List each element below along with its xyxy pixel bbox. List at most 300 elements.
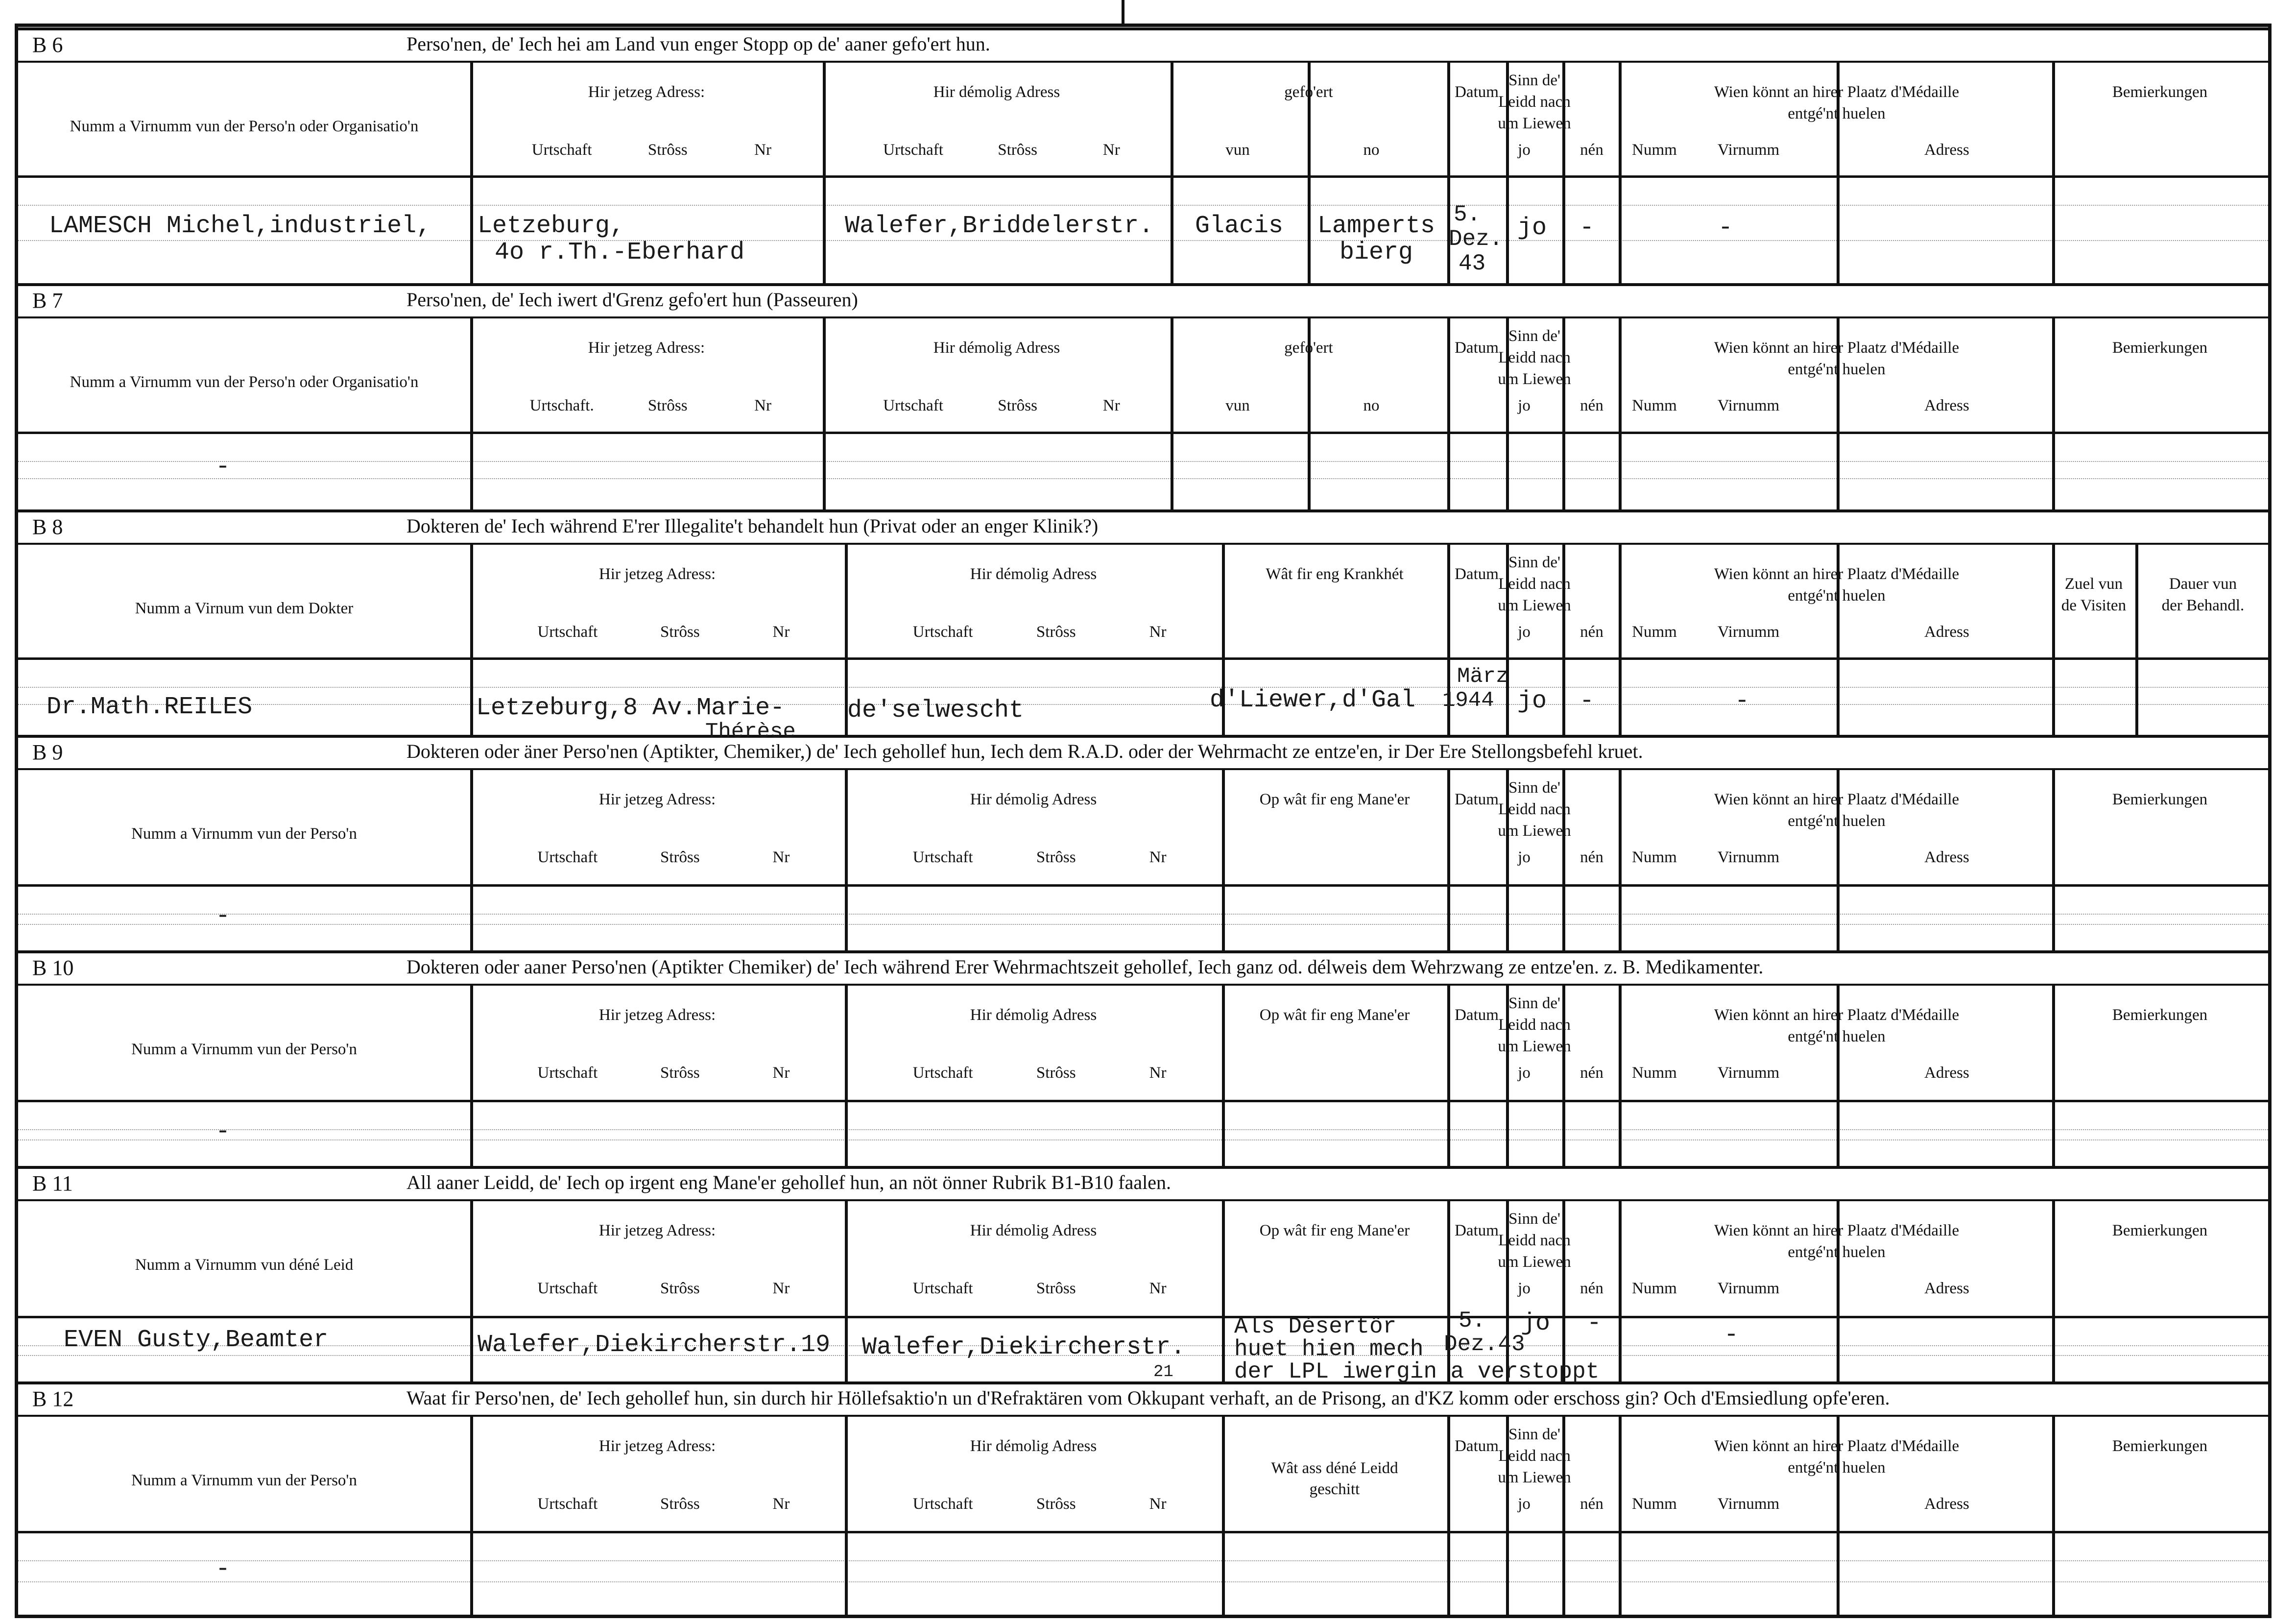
nr-label: Nr <box>772 1064 790 1082</box>
datum-header: Datum <box>1455 1222 1499 1239</box>
virnumm-label: Virnumm <box>1717 397 1780 414</box>
rule-line <box>1222 984 1225 1166</box>
nen-label: nén <box>1580 623 1603 641</box>
nr-label: Nr <box>1149 848 1167 866</box>
rule-line <box>18 1100 2268 1102</box>
rule-line <box>18 1316 2268 1318</box>
adress-label: Adress <box>1924 848 1969 866</box>
rule-line <box>18 735 2268 738</box>
entry-illness: d'Liewer,d'Gal <box>1210 686 1416 714</box>
rule-line <box>470 984 473 1166</box>
vun-label: vun <box>1225 141 1250 159</box>
entry-moved-from: Glacis <box>1195 212 1284 240</box>
nr-label: Nr <box>772 1495 790 1513</box>
stross-label: Strôss <box>1036 1280 1076 1297</box>
jo-label: jo <box>1518 1280 1531 1297</box>
numm-label: Numm <box>1632 397 1677 414</box>
medaille-header-1: Wien könnt an hirer Plaatz d'Médaille <box>1714 1222 1960 1239</box>
former-address-header: Hir démolig Adress <box>970 1437 1097 1455</box>
sinn-header-1: Sinn de' <box>1508 994 1560 1012</box>
current-address-header: Hir jetzeg Adress: <box>598 565 716 583</box>
sinn-header-1: Sinn de' <box>1508 1210 1560 1228</box>
remarks-header: Bemierkungen <box>2112 1437 2208 1455</box>
jo-label: jo <box>1518 623 1531 641</box>
sinn-header-3: um Liewen <box>1498 1038 1571 1055</box>
rule-line <box>1222 1415 1225 1615</box>
datum-header: Datum <box>1455 1006 1499 1024</box>
entry-how-2: huet hien mech <box>1234 1336 1424 1362</box>
gefoert-header: gefo'ert <box>1284 83 1333 101</box>
rule-line <box>470 543 473 735</box>
adress-label: Adress <box>1924 623 1969 641</box>
rule-line <box>2052 543 2055 735</box>
sinn-header-1: Sinn de' <box>1508 327 1560 345</box>
rule-line <box>845 984 848 1166</box>
nr-label: Nr <box>754 141 772 159</box>
dotted-guide-line <box>18 1560 2268 1561</box>
rule-line <box>1562 1068 1564 1166</box>
rule-line <box>18 884 2268 887</box>
how-header: Op wât fir eng Mane'er <box>1259 1222 1410 1239</box>
section-title: Dokteren oder aaner Perso'nen (Aptikter Chemiker) de' Iech während Erer Wehrmachtszeit gehollef, Iech ganz od. délweis dem Wehrzwang ze entze'en. z. B. Medikamenter. <box>407 956 1764 978</box>
rule-line <box>1562 401 1564 509</box>
remarks-header: Bemierkungen <box>2112 1006 2208 1024</box>
sinn-header-3: um Liewen <box>1498 115 1571 132</box>
jo-label: jo <box>1518 141 1531 159</box>
nen-label: nén <box>1580 1064 1603 1082</box>
nen-label: nén <box>1580 141 1603 159</box>
rule-line <box>2052 61 2055 283</box>
urtschaft-label: Urtschaft. <box>529 397 594 414</box>
section-title: Dokteren de' Iech während E'rer Illegalite't behandelt hun (Privat oder an enger Klinik?) <box>407 515 1099 537</box>
adress-label: Adress <box>1924 397 1969 414</box>
name-column-header: Numm a Virnum vun dem Dokter <box>135 600 354 617</box>
rule-line <box>18 950 2268 953</box>
rule-line <box>1837 627 1838 735</box>
nen-label: nén <box>1580 1495 1603 1513</box>
entry-moved-to-2: bierg <box>1339 239 1413 266</box>
entry-date-year: 43 <box>1459 251 1486 276</box>
name-column-header: Numm a Virnumm vun der Perso'n <box>131 1472 357 1489</box>
rule-line <box>18 175 2268 178</box>
visits-header-1: Zuel vun <box>2064 575 2123 593</box>
former-address-header: Hir démolig Adress <box>970 791 1097 808</box>
medaille-header-2: entgé'nt huelen <box>1788 361 1886 378</box>
entry-former-address: de'selwescht <box>847 697 1024 725</box>
entry-current-address-2: 4o r.Th.-Eberhard <box>495 239 745 266</box>
nr-label: Nr <box>754 397 772 414</box>
urtschaft-label: Urtschaft <box>537 623 598 641</box>
rule-line <box>18 984 2268 986</box>
rule-line <box>1308 133 1309 283</box>
virnumm-label: Virnumm <box>1717 1495 1780 1513</box>
urtschaft-label: Urtschaft <box>912 1064 973 1082</box>
rule-line <box>1447 984 1450 1166</box>
datum-header: Datum <box>1455 83 1499 101</box>
rule-line <box>1222 1199 1225 1381</box>
how-header: Op wât fir eng Mane'er <box>1259 791 1410 808</box>
entry-name: - <box>215 902 231 930</box>
rule-line <box>18 27 2268 30</box>
rule-line <box>1447 768 1450 950</box>
section-id: B 12 <box>32 1387 74 1411</box>
section-id: B 11 <box>32 1171 73 1195</box>
stross-label: Strôss <box>647 397 688 414</box>
nr-label: Nr <box>1149 1280 1167 1297</box>
dotted-guide-line <box>18 478 2268 479</box>
numm-label: Numm <box>1632 1495 1677 1513</box>
entry-current-address: Walefer,Diekircherstr.19 <box>478 1331 831 1359</box>
rule-line <box>18 657 2268 660</box>
adress-label: Adress <box>1924 1280 1969 1297</box>
current-address-header: Hir jetzeg Adress: <box>598 1437 716 1455</box>
rule-line <box>2052 316 2055 509</box>
virnumm-label: Virnumm <box>1717 141 1780 159</box>
rule-line <box>18 283 2268 286</box>
vun-label: vun <box>1225 397 1250 414</box>
nr-label: Nr <box>772 848 790 866</box>
entry-medaille: - <box>1718 214 1733 242</box>
rule-line <box>18 1531 2268 1533</box>
rule-line <box>845 768 848 950</box>
former-address-header: Hir démolig Adress <box>970 565 1097 583</box>
rule-line <box>1562 145 1564 283</box>
medaille-header-1: Wien könnt an hirer Plaatz d'Médaille <box>1714 791 1960 808</box>
rule-line <box>1837 852 1838 950</box>
nr-label: Nr <box>1102 141 1120 159</box>
datum-header: Datum <box>1455 565 1499 583</box>
what-happened-header: Wât ass déné Leidd <box>1271 1459 1398 1477</box>
medaille-header-2: entgé'nt huelen <box>1788 587 1886 605</box>
nr-label: Nr <box>772 1280 790 1297</box>
rule-line <box>1837 145 1838 283</box>
sinn-header-2: Leidd nach <box>1498 93 1571 111</box>
rule-line <box>2052 1199 2055 1381</box>
numm-label: Numm <box>1632 141 1677 159</box>
former-address-header: Hir démolig Adress <box>970 1222 1097 1239</box>
sinn-header-3: um Liewen <box>1498 1253 1571 1271</box>
dotted-guide-line <box>18 461 2268 462</box>
entry-name: - <box>215 453 231 481</box>
medaille-header-1: Wien könnt an hirer Plaatz d'Médaille <box>1714 339 1960 357</box>
name-column-header: Numm a Virnumm vun der Perso'n oder Organisatio'n <box>70 373 419 391</box>
remarks-header: Bemierkungen <box>2112 339 2208 357</box>
rule-line <box>18 1381 2268 1384</box>
current-address-header: Hir jetzeg Adress: <box>598 1006 716 1024</box>
entry-how-3: der LPL iwergin a verstoppt <box>1234 1359 1600 1384</box>
dotted-guide-line <box>18 924 2268 925</box>
section-id: B 10 <box>32 956 74 980</box>
stross-label: Strôss <box>660 1064 700 1082</box>
section-title: Perso'nen, de' Iech hei am Land vun enger Stopp op de' aaner gefo'ert hun. <box>407 33 990 55</box>
registration-form-sheet <box>15 24 2272 1618</box>
rule-line <box>1447 1415 1450 1615</box>
medaille-header-1: Wien könnt an hirer Plaatz d'Médaille <box>1714 1437 1960 1455</box>
urtschaft-label: Urtschaft <box>912 848 973 866</box>
dotted-guide-line <box>18 1139 2268 1140</box>
section-title: Dokteren oder äner Perso'nen (Aptikter, Chemiker,) de' Iech gehollef hun, Iech dem R.A.D. oder der Wehrmacht ze entze'en, ir Der Ere Stellongsbefehl kruet. <box>407 740 1643 762</box>
rule-line <box>1837 1068 1838 1166</box>
rule-line <box>1562 1499 1564 1615</box>
rule-line <box>18 768 2268 770</box>
entry-name: - <box>215 1555 231 1583</box>
entry-medaille: - <box>1735 687 1750 715</box>
rule-line <box>1837 1284 1838 1381</box>
jo-label: jo <box>1518 1064 1531 1082</box>
rule-line <box>1171 61 1173 283</box>
rule-line <box>18 316 2268 318</box>
medaille-header-1: Wien könnt an hirer Plaatz d'Médaille <box>1714 565 1960 583</box>
section-id: B 7 <box>32 289 63 313</box>
nr-label: Nr <box>772 623 790 641</box>
rule-line <box>1619 1415 1622 1615</box>
stross-label: Strôss <box>1036 1064 1076 1082</box>
rule-line <box>18 1199 2268 1201</box>
urtschaft-label: Urtschaft <box>537 1064 598 1082</box>
former-address-header: Hir démolig Adress <box>933 83 1060 101</box>
sinn-header-3: um Liewen <box>1498 370 1571 388</box>
page-tick-mark <box>1122 0 1124 24</box>
jo-label: jo <box>1518 1495 1531 1513</box>
entry-current-address: Letzeburg, <box>478 212 625 240</box>
entry-current-address-2: Thérèse <box>705 720 796 744</box>
rule-line <box>18 543 2268 545</box>
gefoert-header: gefo'ert <box>1284 339 1333 357</box>
sinn-header-2: Leidd nach <box>1498 1232 1571 1249</box>
name-column-header: Numm a Virnumm vun der Perso'n <box>131 1041 357 1058</box>
entry-current-address: Letzeburg,8 Av.Marie- <box>476 694 785 722</box>
rule-line <box>823 61 826 283</box>
rule-line <box>470 61 473 283</box>
entry-name: LAMESCH Michel,industriel, <box>49 212 431 240</box>
dotted-guide-line <box>18 240 2268 241</box>
rule-line <box>18 432 2268 434</box>
urtschaft-label: Urtschaft <box>537 848 598 866</box>
entry-jo: jo <box>1521 1309 1551 1337</box>
urtschaft-label: Urtschaft <box>531 141 592 159</box>
rule-line <box>1619 316 1622 509</box>
rule-line <box>1619 768 1622 950</box>
visits-header-2: de Visiten <box>2061 597 2127 614</box>
stross-label: Strôss <box>660 1280 700 1297</box>
entry-date-month: Dez. <box>1449 226 1503 252</box>
sinn-header-1: Sinn de' <box>1508 779 1560 797</box>
stross-label: Strôss <box>1036 848 1076 866</box>
adress-label: Adress <box>1924 141 1969 159</box>
medaille-header-2: entgé'nt huelen <box>1788 1028 1886 1045</box>
rule-line <box>18 1615 2268 1618</box>
current-address-header: Hir jetzeg Adress: <box>598 791 716 808</box>
how-header: Op wât fir eng Mane'er <box>1259 1006 1410 1024</box>
entry-former-address: Walefer,Briddelerstr. <box>845 212 1154 240</box>
former-address-header: Hir démolig Adress <box>933 339 1060 357</box>
rule-line <box>1562 627 1564 735</box>
stross-label: Strôss <box>1036 623 1076 641</box>
name-column-header: Numm a Virnumm vun der Perso'n oder Organisatio'n <box>70 118 419 135</box>
medaille-header-1: Wien könnt an hirer Plaatz d'Médaille <box>1714 1006 1960 1024</box>
nr-label: Nr <box>1149 1495 1167 1513</box>
urtschaft-label: Urtschaft <box>537 1495 598 1513</box>
what-happened-header-2: geschitt <box>1309 1480 1360 1498</box>
rule-line <box>1837 401 1838 509</box>
rule-line <box>1447 316 1450 509</box>
name-column-header: Numm a Virnumm vun der Perso'n <box>131 825 357 843</box>
section-id: B 6 <box>32 33 63 57</box>
rule-line <box>845 1199 848 1381</box>
rule-line <box>1837 1499 1838 1615</box>
nr-label: Nr <box>1149 1064 1167 1082</box>
section-id: B 9 <box>32 740 63 764</box>
dotted-guide-line <box>18 1129 2268 1130</box>
virnumm-label: Virnumm <box>1717 623 1780 641</box>
remarks-header: Bemierkungen <box>2112 1222 2208 1239</box>
entry-moved-to: Lamperts <box>1317 212 1435 240</box>
no-label: no <box>1363 141 1380 159</box>
nen-label: nén <box>1580 397 1603 414</box>
dotted-guide-line <box>18 704 2268 705</box>
urtschaft-label: Urtschaft <box>912 1495 973 1513</box>
rule-line <box>1619 61 1622 283</box>
section-id: B 8 <box>32 515 63 539</box>
stross-label: Strôss <box>647 141 688 159</box>
medaille-header-2: entgé'nt huelen <box>1788 1459 1886 1477</box>
sinn-header-3: um Liewen <box>1498 822 1571 840</box>
duration-header-1: Dauer vun <box>2169 575 2237 593</box>
current-address-header: Hir jetzeg Adress: <box>598 1222 716 1239</box>
datum-header: Datum <box>1455 1437 1499 1455</box>
entry-date-day: 5. <box>1459 1308 1486 1333</box>
entry-date-year: 1944 <box>1442 688 1494 713</box>
remarks-header: Bemierkungen <box>2112 791 2208 808</box>
adress-label: Adress <box>1924 1064 1969 1082</box>
jo-label: jo <box>1518 848 1531 866</box>
sinn-header-2: Leidd nach <box>1498 1016 1571 1034</box>
entry-name: EVEN Gusty,Beamter <box>64 1326 329 1354</box>
virnumm-label: Virnumm <box>1717 1064 1780 1082</box>
numm-label: Numm <box>1632 623 1677 641</box>
entry-former-address-nr: 21 <box>1153 1363 1173 1381</box>
nr-label: Nr <box>1102 397 1120 414</box>
section-title: All aaner Leidd, de' Iech op irgent eng Mane'er gehollef hun, an nöt önner Rubrik B1-B10 faalen. <box>407 1171 1171 1193</box>
stross-label: Strôss <box>660 848 700 866</box>
urtschaft-label: Urtschaft <box>883 141 943 159</box>
entry-nen: - <box>1579 214 1595 242</box>
dotted-guide-line <box>18 687 2268 688</box>
entry-name: Dr.Math.REILES <box>47 693 253 721</box>
name-column-header: Numm a Virnumm vun déné Leid <box>135 1256 354 1274</box>
adress-label: Adress <box>1924 1495 1969 1513</box>
medaille-header-2: entgé'nt huelen <box>1788 105 1886 122</box>
rule-line <box>470 1199 473 1381</box>
rule-line <box>2135 543 2138 735</box>
rule-line <box>18 509 2268 512</box>
entry-date-month: Dez.43 <box>1444 1332 1525 1357</box>
current-address-header: Hir jetzeg Adress: <box>588 339 705 357</box>
urtschaft-label: Urtschaft <box>537 1280 598 1297</box>
entry-jo: jo <box>1517 687 1547 715</box>
nr-label: Nr <box>1149 623 1167 641</box>
virnumm-label: Virnumm <box>1717 1280 1780 1297</box>
stross-label: Strôss <box>1036 1495 1076 1513</box>
rule-line <box>1222 768 1225 950</box>
entry-medaille: - <box>1724 1321 1739 1349</box>
entry-date-month: März <box>1457 664 1509 689</box>
remarks-header: Bemierkungen <box>2112 83 2208 101</box>
rule-line <box>1171 316 1173 509</box>
sinn-header-1: Sinn de' <box>1508 72 1560 89</box>
numm-label: Numm <box>1632 848 1677 866</box>
section-title: Waat fir Perso'nen, de' Iech gehollef hun, sin durch hir Höllefsaktio'n un d'Refraktären vom Okkupant verhaft, an de Prisong, an d'KZ komm oder erschoss gin? Och d'Emsiedlung opfe'eren. <box>407 1387 1890 1409</box>
sinn-header-3: um Liewen <box>1498 597 1571 614</box>
former-address-header: Hir démolig Adress <box>970 1006 1097 1024</box>
medaille-header-1: Wien könnt an hirer Plaatz d'Médaille <box>1714 83 1960 101</box>
sinn-header-2: Leidd nach <box>1498 349 1571 366</box>
urtschaft-label: Urtschaft <box>912 623 973 641</box>
rule-line <box>2052 984 2055 1166</box>
dotted-guide-line <box>18 1581 2268 1582</box>
nen-label: nén <box>1580 848 1603 866</box>
krankhet-header: Wât fir eng Krankhét <box>1266 565 1404 583</box>
dotted-guide-line <box>18 914 2268 915</box>
entry-nen: - <box>1579 687 1595 715</box>
duration-header-2: der Behandl. <box>2161 597 2245 614</box>
stross-label: Strôss <box>660 1495 700 1513</box>
datum-header: Datum <box>1455 339 1499 357</box>
rule-line <box>1619 1199 1622 1381</box>
medaille-header-2: entgé'nt huelen <box>1788 812 1886 830</box>
stross-label: Strôss <box>660 623 700 641</box>
rule-line <box>1619 984 1622 1166</box>
entry-former-address: Walefer,Diekircherstr. <box>862 1333 1186 1361</box>
rule-line <box>1562 852 1564 950</box>
stross-label: Strôss <box>998 397 1037 414</box>
virnumm-label: Virnumm <box>1717 848 1780 866</box>
entry-how-1: Als Désertör <box>1234 1314 1397 1339</box>
stross-label: Strôss <box>998 141 1037 159</box>
sinn-header-2: Leidd nach <box>1498 575 1571 593</box>
current-address-header: Hir jetzeg Adress: <box>588 83 705 101</box>
sinn-header-1: Sinn de' <box>1508 1426 1560 1443</box>
jo-label: jo <box>1518 397 1531 414</box>
rule-line <box>470 1415 473 1615</box>
entry-nen: - <box>1587 1309 1602 1337</box>
sinn-header-3: um Liewen <box>1498 1469 1571 1486</box>
sinn-header-2: Leidd nach <box>1498 800 1571 818</box>
sinn-header-2: Leidd nach <box>1498 1447 1571 1465</box>
rule-line <box>18 61 2268 63</box>
section-title: Perso'nen, de' Iech iwert d'Grenz gefo'ert hun (Passeuren) <box>407 289 858 311</box>
rule-line <box>845 1415 848 1615</box>
medaille-header-2: entgé'nt huelen <box>1788 1243 1886 1261</box>
numm-label: Numm <box>1632 1280 1677 1297</box>
entry-name: - <box>215 1118 231 1146</box>
rule-line <box>470 316 473 509</box>
numm-label: Numm <box>1632 1064 1677 1082</box>
sinn-header-1: Sinn de' <box>1508 554 1560 571</box>
no-label: no <box>1363 397 1380 414</box>
rule-line <box>823 316 826 509</box>
rule-line <box>18 1415 2268 1417</box>
rule-line <box>2052 1415 2055 1615</box>
datum-header: Datum <box>1455 791 1499 808</box>
rule-line <box>1308 388 1309 509</box>
rule-line <box>18 1166 2268 1169</box>
urtschaft-label: Urtschaft <box>912 1280 973 1297</box>
entry-date-day: 5. <box>1454 202 1481 227</box>
entry-jo: jo <box>1517 214 1547 242</box>
nen-label: nén <box>1580 1280 1603 1297</box>
rule-line <box>470 768 473 950</box>
